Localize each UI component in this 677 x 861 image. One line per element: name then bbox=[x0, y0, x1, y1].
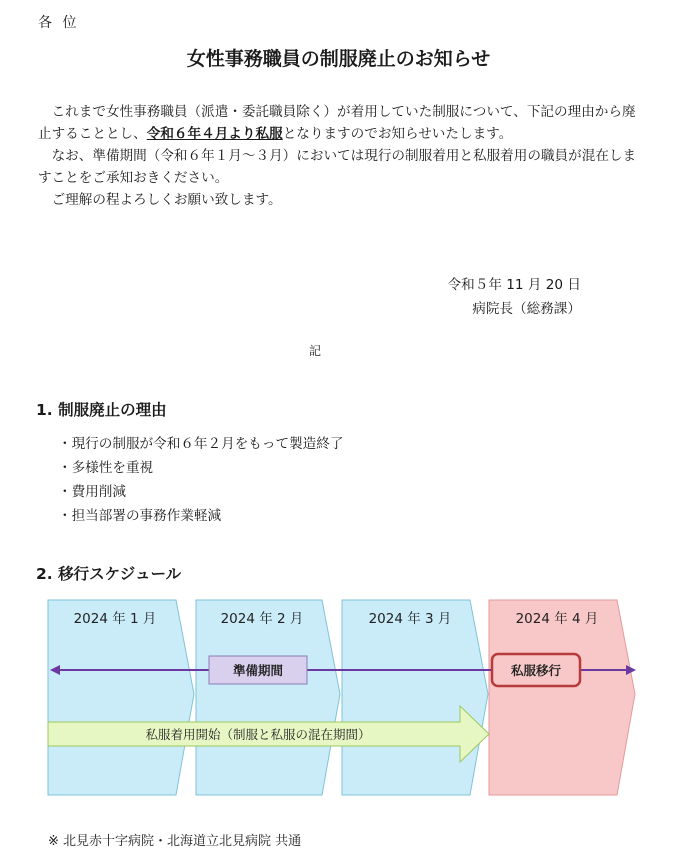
month-apr-shape bbox=[489, 600, 635, 795]
list-item: ・多様性を重視 bbox=[58, 460, 154, 476]
reason-list bbox=[58, 432, 343, 528]
p1-after: となりますのでお知らせいたします。 bbox=[282, 126, 513, 142]
ki-marker: 記 bbox=[309, 344, 322, 358]
month-mar-label: 2024 年 3 月 bbox=[368, 611, 452, 627]
month-jan-label: 2024 年 1 月 bbox=[73, 611, 157, 627]
month-jan-shape bbox=[48, 600, 194, 795]
list-item: ・現行の制服が令和６年２月をもって製造終了 bbox=[58, 436, 344, 452]
section1-heading: 1. 制服廃止の理由 bbox=[36, 401, 167, 419]
mixed-period-label: 私服着用開始（制服と私服の混在期間） bbox=[145, 727, 371, 742]
footer-note: ※ 北見赤十字病院・北海道立北見病院 共通 bbox=[48, 834, 302, 849]
page-title: 女性事務職員の制服廃止のお知らせ bbox=[186, 48, 491, 70]
month-mar-shape bbox=[342, 600, 488, 795]
section2-heading: 2. 移行スケジュール bbox=[36, 565, 182, 583]
month-apr-label: 2024 年 4 月 bbox=[515, 611, 599, 627]
month-feb-label: 2024 年 2 月 bbox=[220, 611, 304, 627]
p1-emphasis: 令和６年４月より私服 bbox=[146, 126, 283, 142]
list-item: ・担当部署の事務作業軽減 bbox=[58, 508, 222, 524]
casual-transition-label: 私服移行 bbox=[510, 663, 562, 678]
prep-period-label: 準備期間 bbox=[232, 663, 284, 678]
notice-body bbox=[38, 101, 638, 211]
notice-date: 令和５年 11 月 20 日 bbox=[447, 277, 581, 293]
list-item: ・費用削減 bbox=[58, 484, 126, 500]
issuer: 病院長（総務課） bbox=[472, 301, 581, 317]
paragraph-2: なお、準備期間（令和６年１月～３月）においては現行の制服着用と私服着用の職員が混在しますことをご承知おきください。 bbox=[38, 148, 637, 186]
p1-before: これまで女性事務職員（派遣・委託職員除く）が着用していた制服について、下記の理由から廃止することとし、 bbox=[38, 104, 636, 142]
paragraph-1 bbox=[38, 101, 638, 145]
month-feb-shape bbox=[196, 600, 340, 795]
schedule-diagram bbox=[0, 590, 677, 810]
paragraph-3: ご理解の程よろしくお願い致します。 bbox=[51, 192, 282, 208]
addressee: 各 位 bbox=[38, 15, 80, 31]
